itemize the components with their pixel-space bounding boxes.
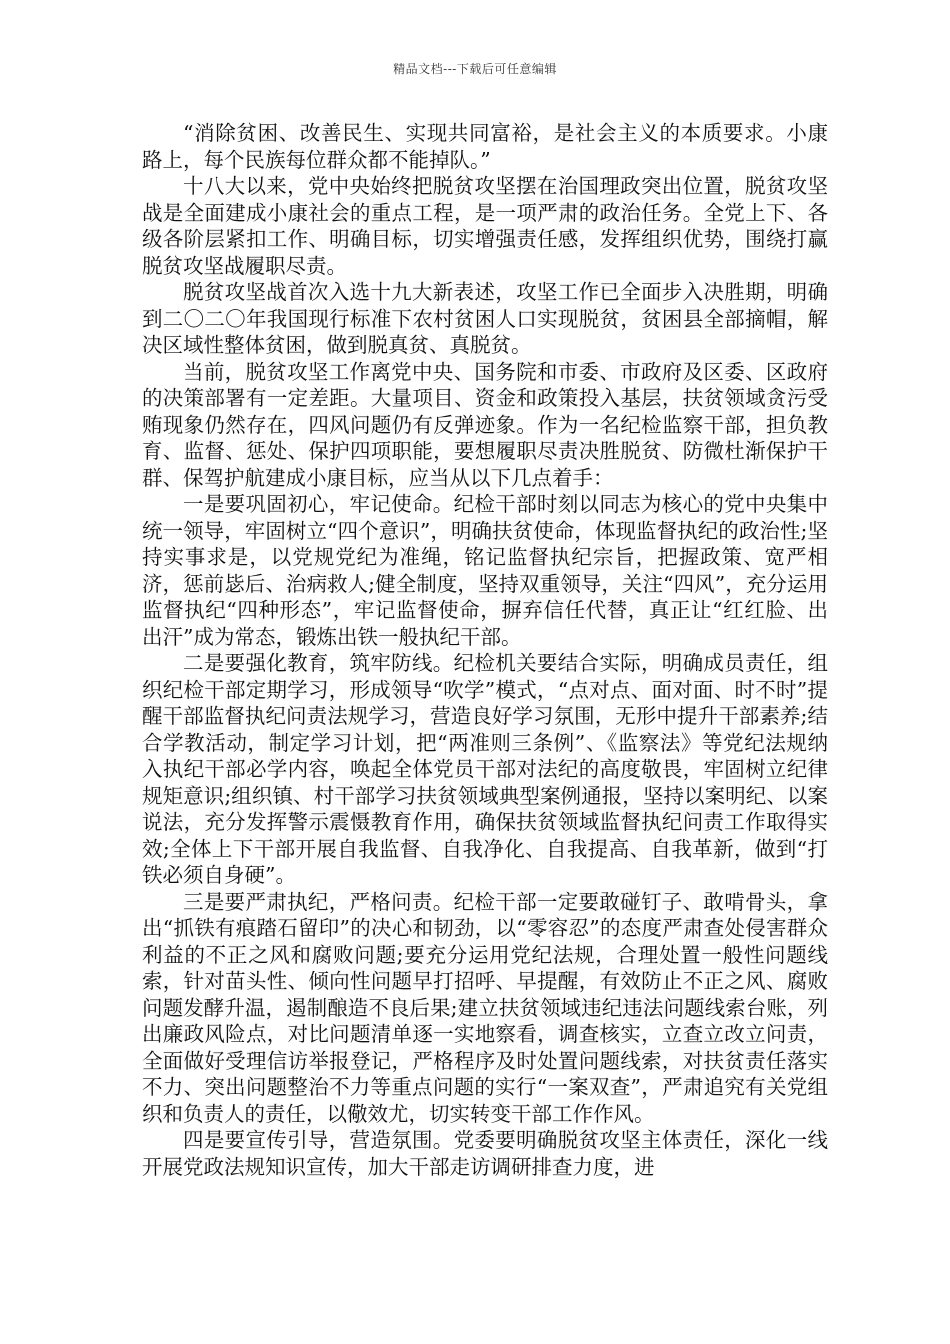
paragraph-point-four: 四是要宣传引导，营造氛围。党委要明确脱贫攻坚主体责任，深化一线开展党政法规知识宣传，加大干部走访调研排查力度，进 xyxy=(142,1128,828,1179)
paragraph-18th-congress: 十八大以来，党中央始终把脱贫攻坚摆在治国理政突出位置，脱贫攻坚战是全面建成小康社会的重点工程，是一项严肃的政治任务。全党上下、各级各阶层紧扣工作、明确目标，切实增强责任感，发挥组织优势，围绕打赢脱贫攻坚战履职尽责。 xyxy=(142,174,828,278)
paragraph-quote: “消除贫困、改善民生、实现共同富裕，是社会主义的本质要求。小康路上，每个民族每位群众都不能掉队。” xyxy=(142,121,828,172)
paragraph-19th-congress: 脱贫攻坚战首次入选十九大新表述，攻坚工作已全面步入决胜期，明确到二〇二〇年我国现行标准下农村贫困人口实现脱贫，贫困县全部摘帽，解决区域性整体贫困，做到脱真贫、真脱贫。 xyxy=(142,280,828,357)
page-header: 精品文档---下载后可任意编辑 xyxy=(393,62,557,76)
paragraph-current-situation: 当前，脱贫攻坚工作离党中央、国务院和市委、市政府及区委、区政府的决策部署有一定差距。大量项目、资金和政策投入基层，扶贫领域贪污受贿现象仍然存在，四风问题仍有反弹迹象。作为一名纪检监察干部，担负教育、监督、惩处、保护四项职能，要想履职尽责决胜脱贫、防微杜渐保护干群、保驾护航建成小康目标，应当从以下几点着手： xyxy=(142,359,828,490)
paragraph-point-one: 一是要巩固初心，牢记使命。纪检干部时刻以同志为核心的党中央集中统一领导，牢固树立“四个意识”，明确扶贫使命，体现监督执纪的政治性;坚持实事求是，以党规党纪为准绳，铭记监督执纪宗旨，把握政策、宽严相济，惩前毖后、治病救人;健全制度，坚持双重领导，关注“四风”，充分运用监督执纪“四种形态”，牢记监督使命，摒弃信任代替，真正让“红红脸、出出汗”成为常态，锻炼出铁一般执纪干部。 xyxy=(142,492,828,649)
paragraph-point-three: 三是要严肃执纪，严格问责。纪检干部一定要敢碰钉子、敢啃骨头，拿出“抓铁有痕踏石留印”的决心和韧劲，以“零容忍”的态度严肃查处侵害群众利益的不正之风和腐败问题;要充分运用党纪法规，合理处置一般性问题线索，针对苗头性、倾向性问题早打招呼、早提醒，有效防止不正之风、腐败问题发酵升温，遏制酿造不良后果;建立扶贫领域违纪违法问题线索台账，列出廉政风险点，对比问题清单逐一实地察看，调查核实，立查立改立问责，全面做好受理信访举报登记，严格程序及时处置问题线索，对扶贫责任落实不力、突出问题整治不力等重点问题的实行“一案双查”，严肃追究有关党组织和负责人的责任，以儆效尤，切实转变干部工作作风。 xyxy=(142,889,828,1126)
paragraph-point-two: 二是要强化教育，筑牢防线。纪检机关要结合实际，明确成员责任，组织纪检干部定期学习，形成领导“吹学”模式，“点对点、面对面、时不时”提醒干部监督执纪问责法规学习，营造良好学习氛围，无形中提升干部素养;结合学教活动，制定学习计划，把“两准则三条例”、《监察法》等党纪法规纳入执纪干部必学内容，唤起全体党员干部对法纪的高度敬畏，牢固树立纪律规矩意识;组织镇、村干部学习扶贫领域典型案例通报，坚持以案明纪、以案说法，充分发挥警示震慑教育作用，确保扶贫领域监督执纪问责工作取得实效;全体上下干部开展自我监督、自我净化、自我提高、自我革新，做到“打铁必须自身硬”。 xyxy=(142,651,828,887)
document-body xyxy=(142,120,828,1180)
